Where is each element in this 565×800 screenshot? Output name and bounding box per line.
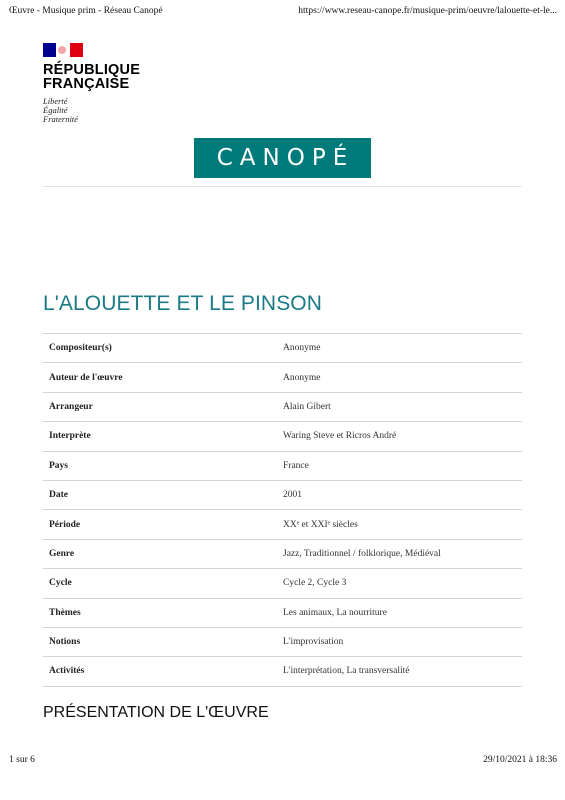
- row-value: Cycle 2, Cycle 3: [277, 569, 522, 598]
- row-value: Anonyme: [277, 334, 522, 363]
- header-divider: [43, 186, 522, 187]
- row-label: Interprète: [43, 422, 277, 451]
- print-header: [9, 6, 557, 16]
- row-label: Arrangeur: [43, 392, 277, 421]
- table-row: [43, 510, 522, 539]
- rf-name: RÉPUBLIQUE FRANÇAISE: [43, 62, 141, 92]
- table-row: [43, 598, 522, 627]
- row-value: 2001: [277, 480, 522, 509]
- row-label: Pays: [43, 451, 277, 480]
- row-value: L'interprétation, La transversalité: [277, 657, 522, 686]
- row-label: Auteur de l'œuvre: [43, 363, 277, 392]
- row-label: Notions: [43, 627, 277, 656]
- work-title: L'ALOUETTE ET LE PINSON: [43, 292, 323, 315]
- row-label: Activités: [43, 657, 277, 686]
- row-label: Genre: [43, 539, 277, 568]
- table-row: [43, 539, 522, 568]
- row-value: Waring Steve et Ricros André: [277, 422, 522, 451]
- print-datetime: 29/10/2021 à 18:36: [483, 755, 557, 765]
- rf-motto: Liberté Égalité Fraternité: [43, 96, 78, 124]
- table-row: [43, 363, 522, 392]
- row-value: Alain Gibert: [277, 392, 522, 421]
- row-value: XXᵉ et XXIᵉ siècles: [277, 510, 522, 539]
- table-row: [43, 657, 522, 686]
- table-row: [43, 392, 522, 421]
- republique-francaise-logo[interactable]: [43, 43, 140, 124]
- print-footer: [9, 755, 557, 765]
- row-value: L'improvisation: [277, 627, 522, 656]
- row-value: Les animaux, La nourriture: [277, 598, 522, 627]
- canope-logo[interactable]: CANOPÉ: [194, 138, 371, 178]
- table-row: [43, 627, 522, 656]
- presentation-heading: PRÉSENTATION DE L'ŒUVRE: [43, 704, 269, 721]
- row-label: Date: [43, 480, 277, 509]
- row-label: Compositeur(s): [43, 334, 277, 363]
- row-label: Cycle: [43, 569, 277, 598]
- row-value: Jazz, Traditionnel / folklorique, Médiéval: [277, 539, 522, 568]
- french-flag-icon: [43, 43, 83, 57]
- table-row: [43, 569, 522, 598]
- table-row: [43, 451, 522, 480]
- row-label: Période: [43, 510, 277, 539]
- table-row: [43, 334, 522, 363]
- row-value: France: [277, 451, 522, 480]
- table-row: [43, 480, 522, 509]
- work-info-table: [43, 333, 522, 687]
- table-row: [43, 422, 522, 451]
- row-value: Anonyme: [277, 363, 522, 392]
- print-url: https://www.reseau-canope.fr/musique-prim/oeuvre/lalouette-et-le...: [298, 6, 557, 16]
- row-label: Thèmes: [43, 598, 277, 627]
- print-page-title: Œuvre - Musique prim - Réseau Canopé: [9, 6, 163, 16]
- print-page-number: 1 sur 6: [9, 755, 35, 765]
